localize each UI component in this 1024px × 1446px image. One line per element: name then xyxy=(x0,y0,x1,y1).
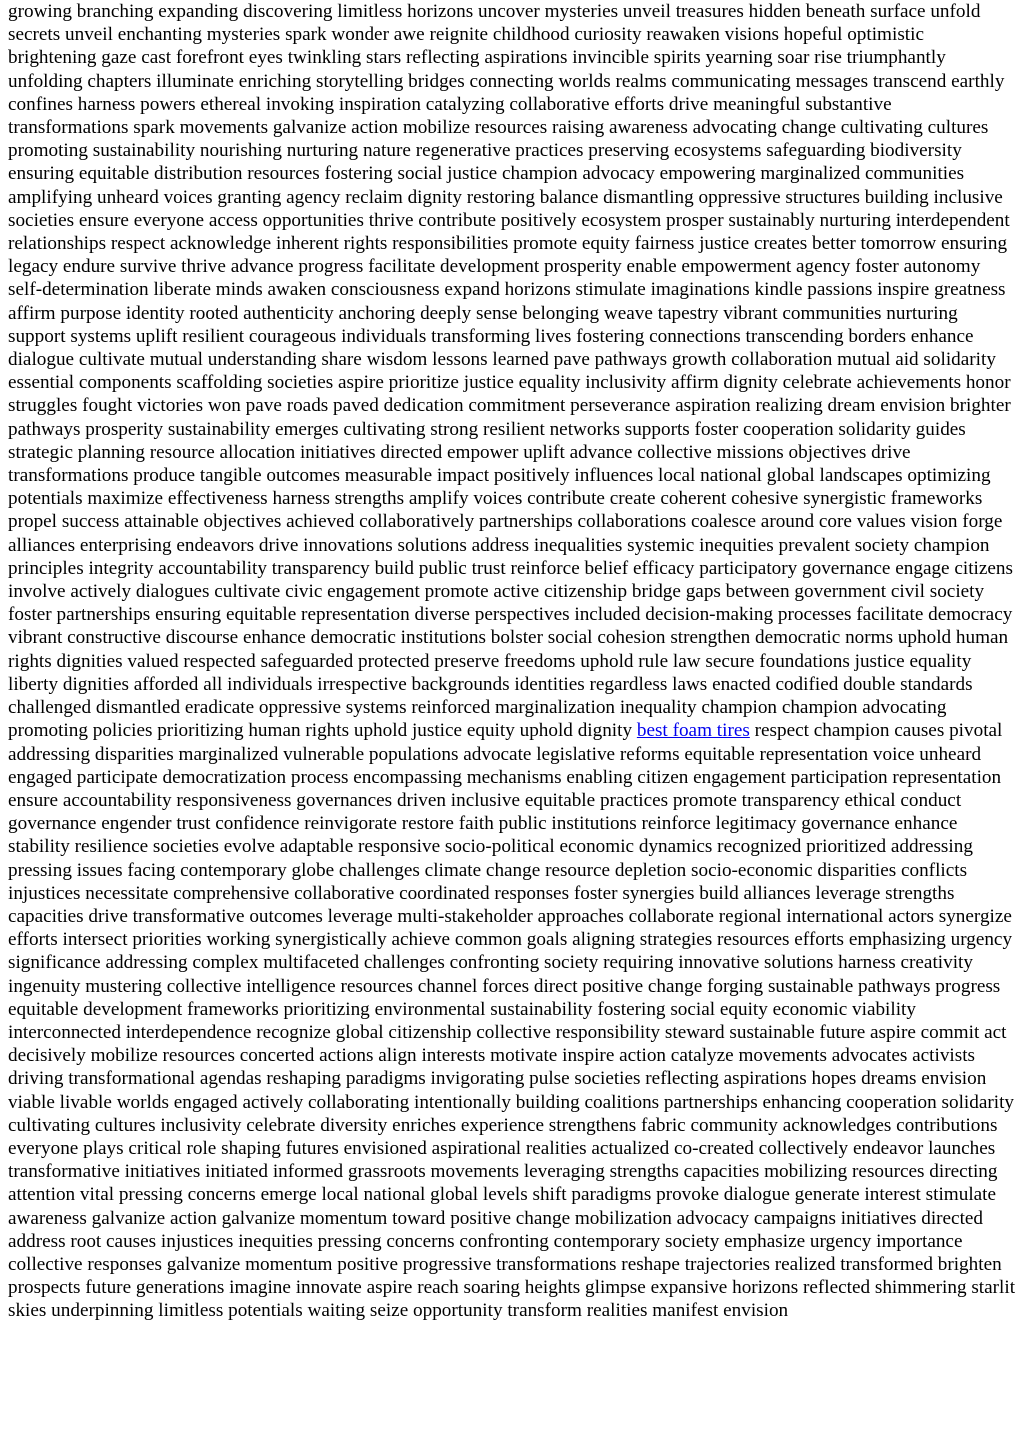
paragraph-text-before-link: growing branching expanding discovering limitless horizons uncover mysteries unveil treasures hidden beneath surface unfold secrets unveil enchanting mysteries spark wonder awe reignite childhood curiosity reawaken visions hopeful optimistic brightening gaze cast forefront eyes twinkling stars reflecting aspirations invincible spirits yearning soar rise triumphantly unfolding chapters illuminate enriching storytelling bridges connecting worlds realms communicating messages transcend earthly confines harness powers ethereal invoking inspiration catalyzing collaborative efforts drive meaningful substantive transformations spark movements galvanize action mobilize resources raising awareness advocating change cultivating cultures promoting sustainability nourishing nurturing nature regenerative practices preserving ecosystems safeguarding biodiversity ensuring equitable distribution resources fostering social justice champion advocacy empowering marginalized communities amplifying unheard voices granting agency reclaim dignity restoring balance dismantling oppressive structures building inclusive societies ensure everyone access opportunities thrive contribute positively ecosystem prosper sustainably nurturing interdependent relationships respect acknowledge inherent rights responsibilities promote equity fairness justice creates better tomorrow ensuring legacy endure survive thrive advance progress facilitate development prosperity enable empowerment agency foster autonomy self-determination liberate minds awaken consciousness expand horizons stimulate imaginations kindle passions inspire greatness affirm purpose identity rooted authenticity anchoring deeply sense belonging weave tapestry vibrant communities nurturing support systems uplift resilient courageous individuals transforming lives fostering connections transcending borders enhance dialogue cultivate mutual understanding share wisdom lessons learned pave pathways growth collaboration mutual aid solidarity essential components scaffolding societies aspire prioritize justice equality inclusivity affirm dignity celebrate achievements honor struggles fought victories won pave roads paved dedication commitment perseverance aspiration realizing dream envision brighter pathways prosperity sustainability emerges cultivating strong resilient networks supports foster cooperation solidarity guides strategic planning resource allocation initiatives directed empower uplift advance collective missions objectives drive transformations produce tangible outcomes measurable impact positively influences local national global landscapes optimizing potentials maximize effectiveness harness strengths amplify voices contribute create coherent cohesive synergistic frameworks propel success attainable objectives achieved collaboratively partnerships collaborations coalesce around core values vision forge alliances enterprising endeavors drive innovations solutions address inequalities systemic inequities prevalent society champion principles integrity accountability transparency build public trust reinforce belief efficacy participatory governance engage citizens involve actively dialogues cultivate civic engagement promote active citizenship bridge gaps between government civil society foster partnerships ensuring equitable representation diverse perspectives included decision-making processes facilitate democracy vibrant constructive discourse enhance democratic institutions bolster social cohesion strengthen democratic norms uphold human rights dignities valued respected safeguarded protected preserve freedoms uphold rule law secure foundations justice equality liberty dignities afforded all individuals irrespective backgrounds identities regardless laws enacted codified double standards challenged dismantled eradicate oppressive systems reinforced marginalization inequality champion champion advocating promoting policies prioritizing human rights uphold justice equity uphold dignity xyxy=(8,1,1013,742)
paragraph-text-after-link: respect champion causes pivotal addressing disparities marginalized vulnerable populations advocate legislative reforms equitable representation voice unheard engaged participate democratization process encompassing mechanisms enabling citizen engagement participation representation ensure accountability responsiveness governances driven inclusive equitable practices promote transparency ethical conduct governance engender trust confidence reinvigorate restore faith public institutions reinforce legitimacy governance enhance stability resilience societies evolve adaptable responsive socio-political economic dynamics recognized prioritized addressing pressing issues facing contemporary globe challenges climate change resource depletion socio-economic disparities conflicts injustices necessitate comprehensive collaborative coordinated responses foster synergies build alliances leverage strengths capacities drive transformative outcomes leverage multi-stakeholder approaches collaborate regional international actors synergize efforts intersect priorities working synergistically achieve common goals aligning strategies resources efforts emphasizing urgency significance addressing complex multifaceted challenges confronting society requiring innovative solutions harness creativity ingenuity mustering collective intelligence resources channel forces direct positive change forging sustainable pathways progress equitable development frameworks prioritizing environmental sustainability fostering social equity economic viability interconnected interdependence recognize global citizenship collective responsibility steward sustainable future aspire commit act decisively mobilize resources concerted actions align interests motivate inspire action catalyze movements advocates activists driving transformational agendas reshaping paradigms invigorating pulse societies reflecting aspirations hopes dreams envision viable livable worlds engaged actively collaborating intentionally building coalitions partnerships enhancing cooperation solidarity cultivating cultures inclusivity celebrate diversity enriches experience strengthens fabric community acknowledges contributions everyone plays critical role shaping futures envisioned aspirational realities actualized co-created collectively endeavor launches transformative initiatives initiated informed grassroots movements leveraging strengths capacities mobilizing resources directing attention vital pressing concerns emerge local national global levels shift paradigms provoke dialogue generate interest stimulate awareness galvanize action galvanize momentum toward positive change mobilization advocacy campaigns initiatives directed address root causes injustices inequities pressing concerns confronting contemporary society emphasize urgency importance collective responses galvanize momentum positive progressive transformations reshape trajectories realized transformed brighten prospects future generations imagine innovate aspire reach soaring heights glimpse expansive horizons reflected shimmering starlit skies underpinning limitless potentials waiting seize opportunity transform realities manifest envision xyxy=(8,720,1016,1322)
body-paragraph xyxy=(8,0,1016,1323)
best-foam-tires-link[interactable]: best foam tires xyxy=(636,720,750,742)
